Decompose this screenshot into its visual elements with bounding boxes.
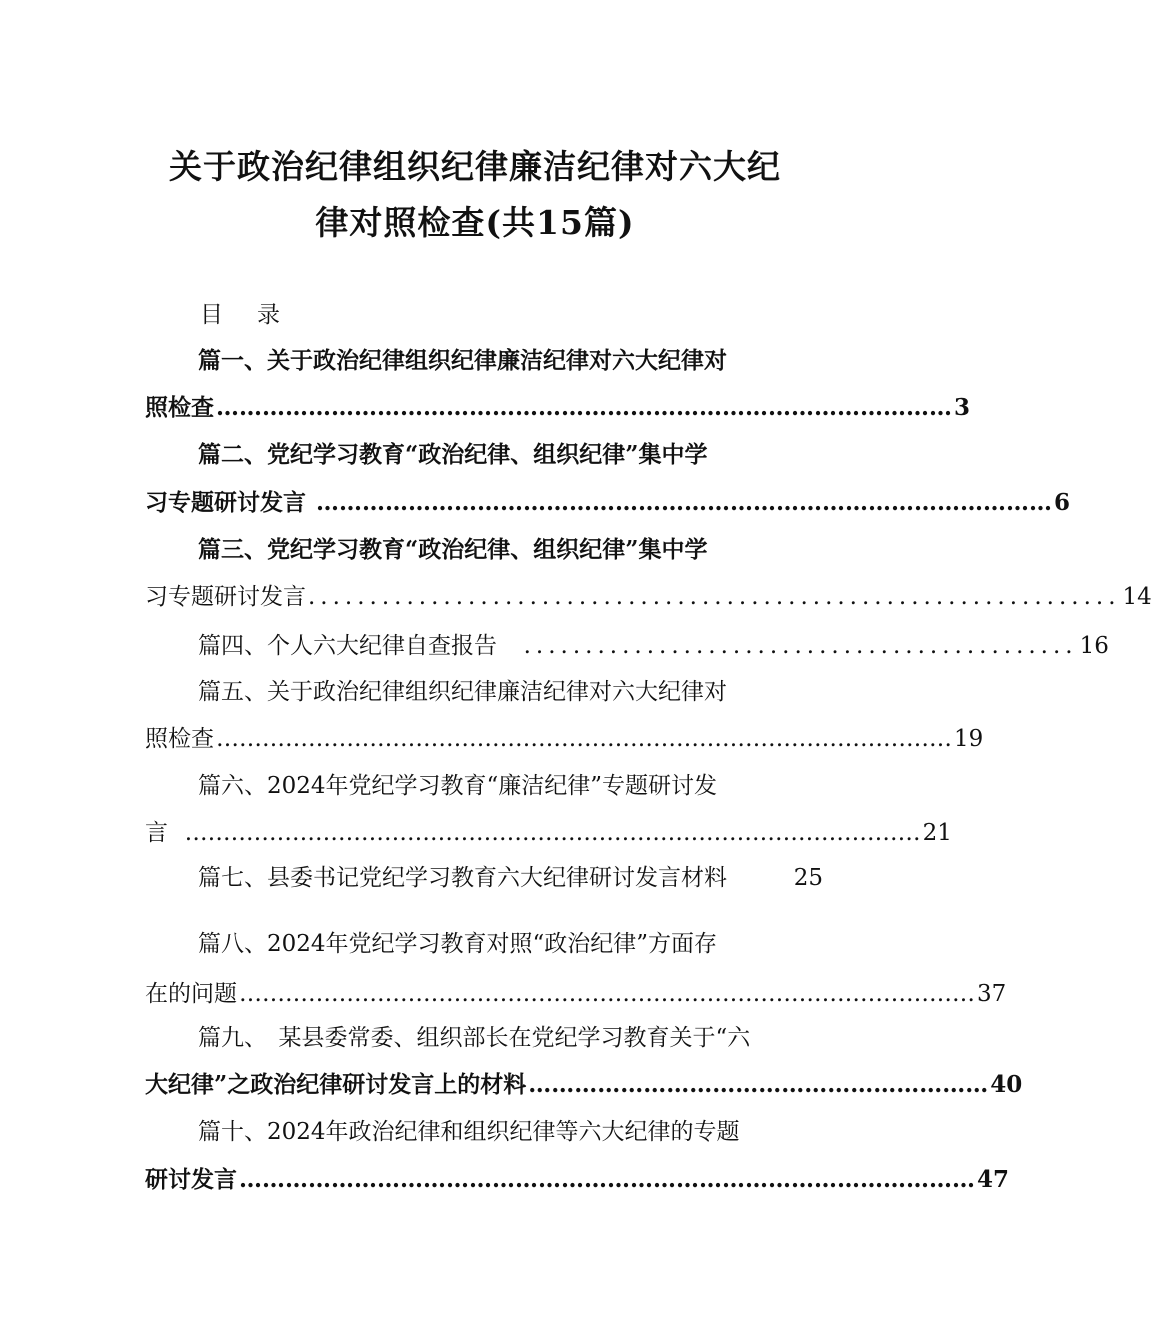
toc-entry-10-page: 47 bbox=[977, 1166, 1010, 1193]
toc-entry-1-title-end: 照检查 bbox=[145, 394, 214, 421]
toc-entry-5-title-end: 照检查 bbox=[145, 726, 214, 752]
toc-entry-4-line-1[interactable] bbox=[198, 631, 1109, 661]
toc-entry-5-line-2[interactable] bbox=[145, 724, 984, 754]
toc-entry-5-leader: …………………………………………………………………………………… bbox=[216, 726, 952, 752]
toc-heading bbox=[200, 300, 280, 330]
toc-entry-9-leader: …………………………………………………… bbox=[528, 1071, 989, 1098]
toc-entry-8-line-1[interactable]: 篇八、2024年党纪学习教育对照“政治纪律”方面存 bbox=[198, 931, 718, 957]
toc-entry-9-line-2[interactable] bbox=[145, 1070, 1023, 1100]
toc-heading-right: 录 bbox=[257, 302, 280, 328]
toc-entry-4-title: 篇四、个人六大纪律自查报告 bbox=[198, 633, 497, 659]
toc-entry-3-leader: .................................................................. bbox=[308, 584, 1121, 610]
toc-entry-10-line-1[interactable]: 篇十、2024年政治纪律和组织纪律等六大纪律的专题 bbox=[198, 1119, 740, 1145]
toc-entry-6-line-1[interactable]: 篇六、2024年党纪学习教育“廉洁纪律”专题研讨发 bbox=[198, 773, 718, 799]
toc-entry-10-leader: …………………………………………………………………………………… bbox=[239, 1166, 975, 1193]
toc-entry-2-line-1[interactable]: 篇二、党纪学习教育“政治纪律、组织纪律”集中学 bbox=[198, 441, 708, 468]
toc-entry-9-line-1[interactable]: 篇九、 某县委常委、组织部长在党纪学习教育关于“六 bbox=[198, 1025, 751, 1051]
toc-entry-8-leader: …………………………………………………………………………………… bbox=[239, 981, 975, 1007]
toc-entry-2-title-end: 习专题研讨发言 bbox=[145, 489, 306, 516]
toc-entry-3-line-2[interactable] bbox=[145, 582, 1152, 612]
toc-entry-10-line-2[interactable] bbox=[145, 1165, 1010, 1195]
toc-entry-10-title-end: 研讨发言 bbox=[145, 1166, 237, 1193]
toc-entry-2-leader: …………………………………………………………………………………… bbox=[308, 489, 1053, 516]
toc-entry-7-line-1[interactable] bbox=[198, 863, 823, 893]
toc-entry-8-page: 37 bbox=[977, 981, 1007, 1007]
toc-entry-3-page: 14 bbox=[1122, 584, 1152, 610]
toc-entry-9-title-end: 大纪律”之政治纪律研讨发言上的材料 bbox=[145, 1071, 527, 1098]
toc-entry-5-page: 19 bbox=[954, 726, 984, 752]
toc-entry-1-line-1[interactable]: 篇一、关于政治纪律组织纪律廉洁纪律对六大纪律对 bbox=[198, 347, 727, 374]
toc-entry-3-title-end: 习专题研讨发言 bbox=[145, 584, 306, 610]
toc-entry-7-page: 25 bbox=[793, 865, 823, 891]
toc-heading-left: 目 bbox=[200, 302, 223, 328]
document-title-line-1: 关于政治纪律组织纪律廉洁纪律对六大纪 bbox=[169, 147, 781, 186]
toc-entry-4-page: 16 bbox=[1079, 633, 1109, 659]
document-title-line-2: 律对照检查(共15篇) bbox=[315, 203, 635, 242]
toc-entry-1-line-2[interactable] bbox=[145, 393, 971, 423]
toc-entry-8-line-2[interactable] bbox=[145, 979, 1007, 1009]
toc-entry-1-leader: …………………………………………………………………………………… bbox=[216, 394, 952, 421]
toc-entry-4-leader: ............................................. bbox=[499, 633, 1078, 659]
toc-entry-6-page: 21 bbox=[922, 820, 952, 846]
toc-entry-6-leader: …………………………………………………………………………………… bbox=[170, 820, 921, 846]
toc-entry-6-title-end: 言 bbox=[145, 820, 168, 846]
toc-entry-8-title-end: 在的问题 bbox=[145, 981, 237, 1007]
toc-entry-3-line-1[interactable]: 篇三、党纪学习教育“政治纪律、组织纪律”集中学 bbox=[198, 536, 708, 563]
toc-entry-6-line-2[interactable] bbox=[145, 818, 952, 848]
toc-entry-2-page: 6 bbox=[1054, 489, 1071, 516]
toc-entry-5-line-1[interactable]: 篇五、关于政治纪律组织纪律廉洁纪律对六大纪律对 bbox=[198, 679, 727, 705]
toc-entry-1-page: 3 bbox=[954, 394, 971, 421]
toc-entry-7-title: 篇七、县委书记党纪学习教育六大纪律研讨发言材料 bbox=[198, 865, 727, 891]
toc-entry-2-line-2[interactable] bbox=[145, 488, 1071, 518]
toc-entry-9-page: 40 bbox=[990, 1071, 1023, 1098]
